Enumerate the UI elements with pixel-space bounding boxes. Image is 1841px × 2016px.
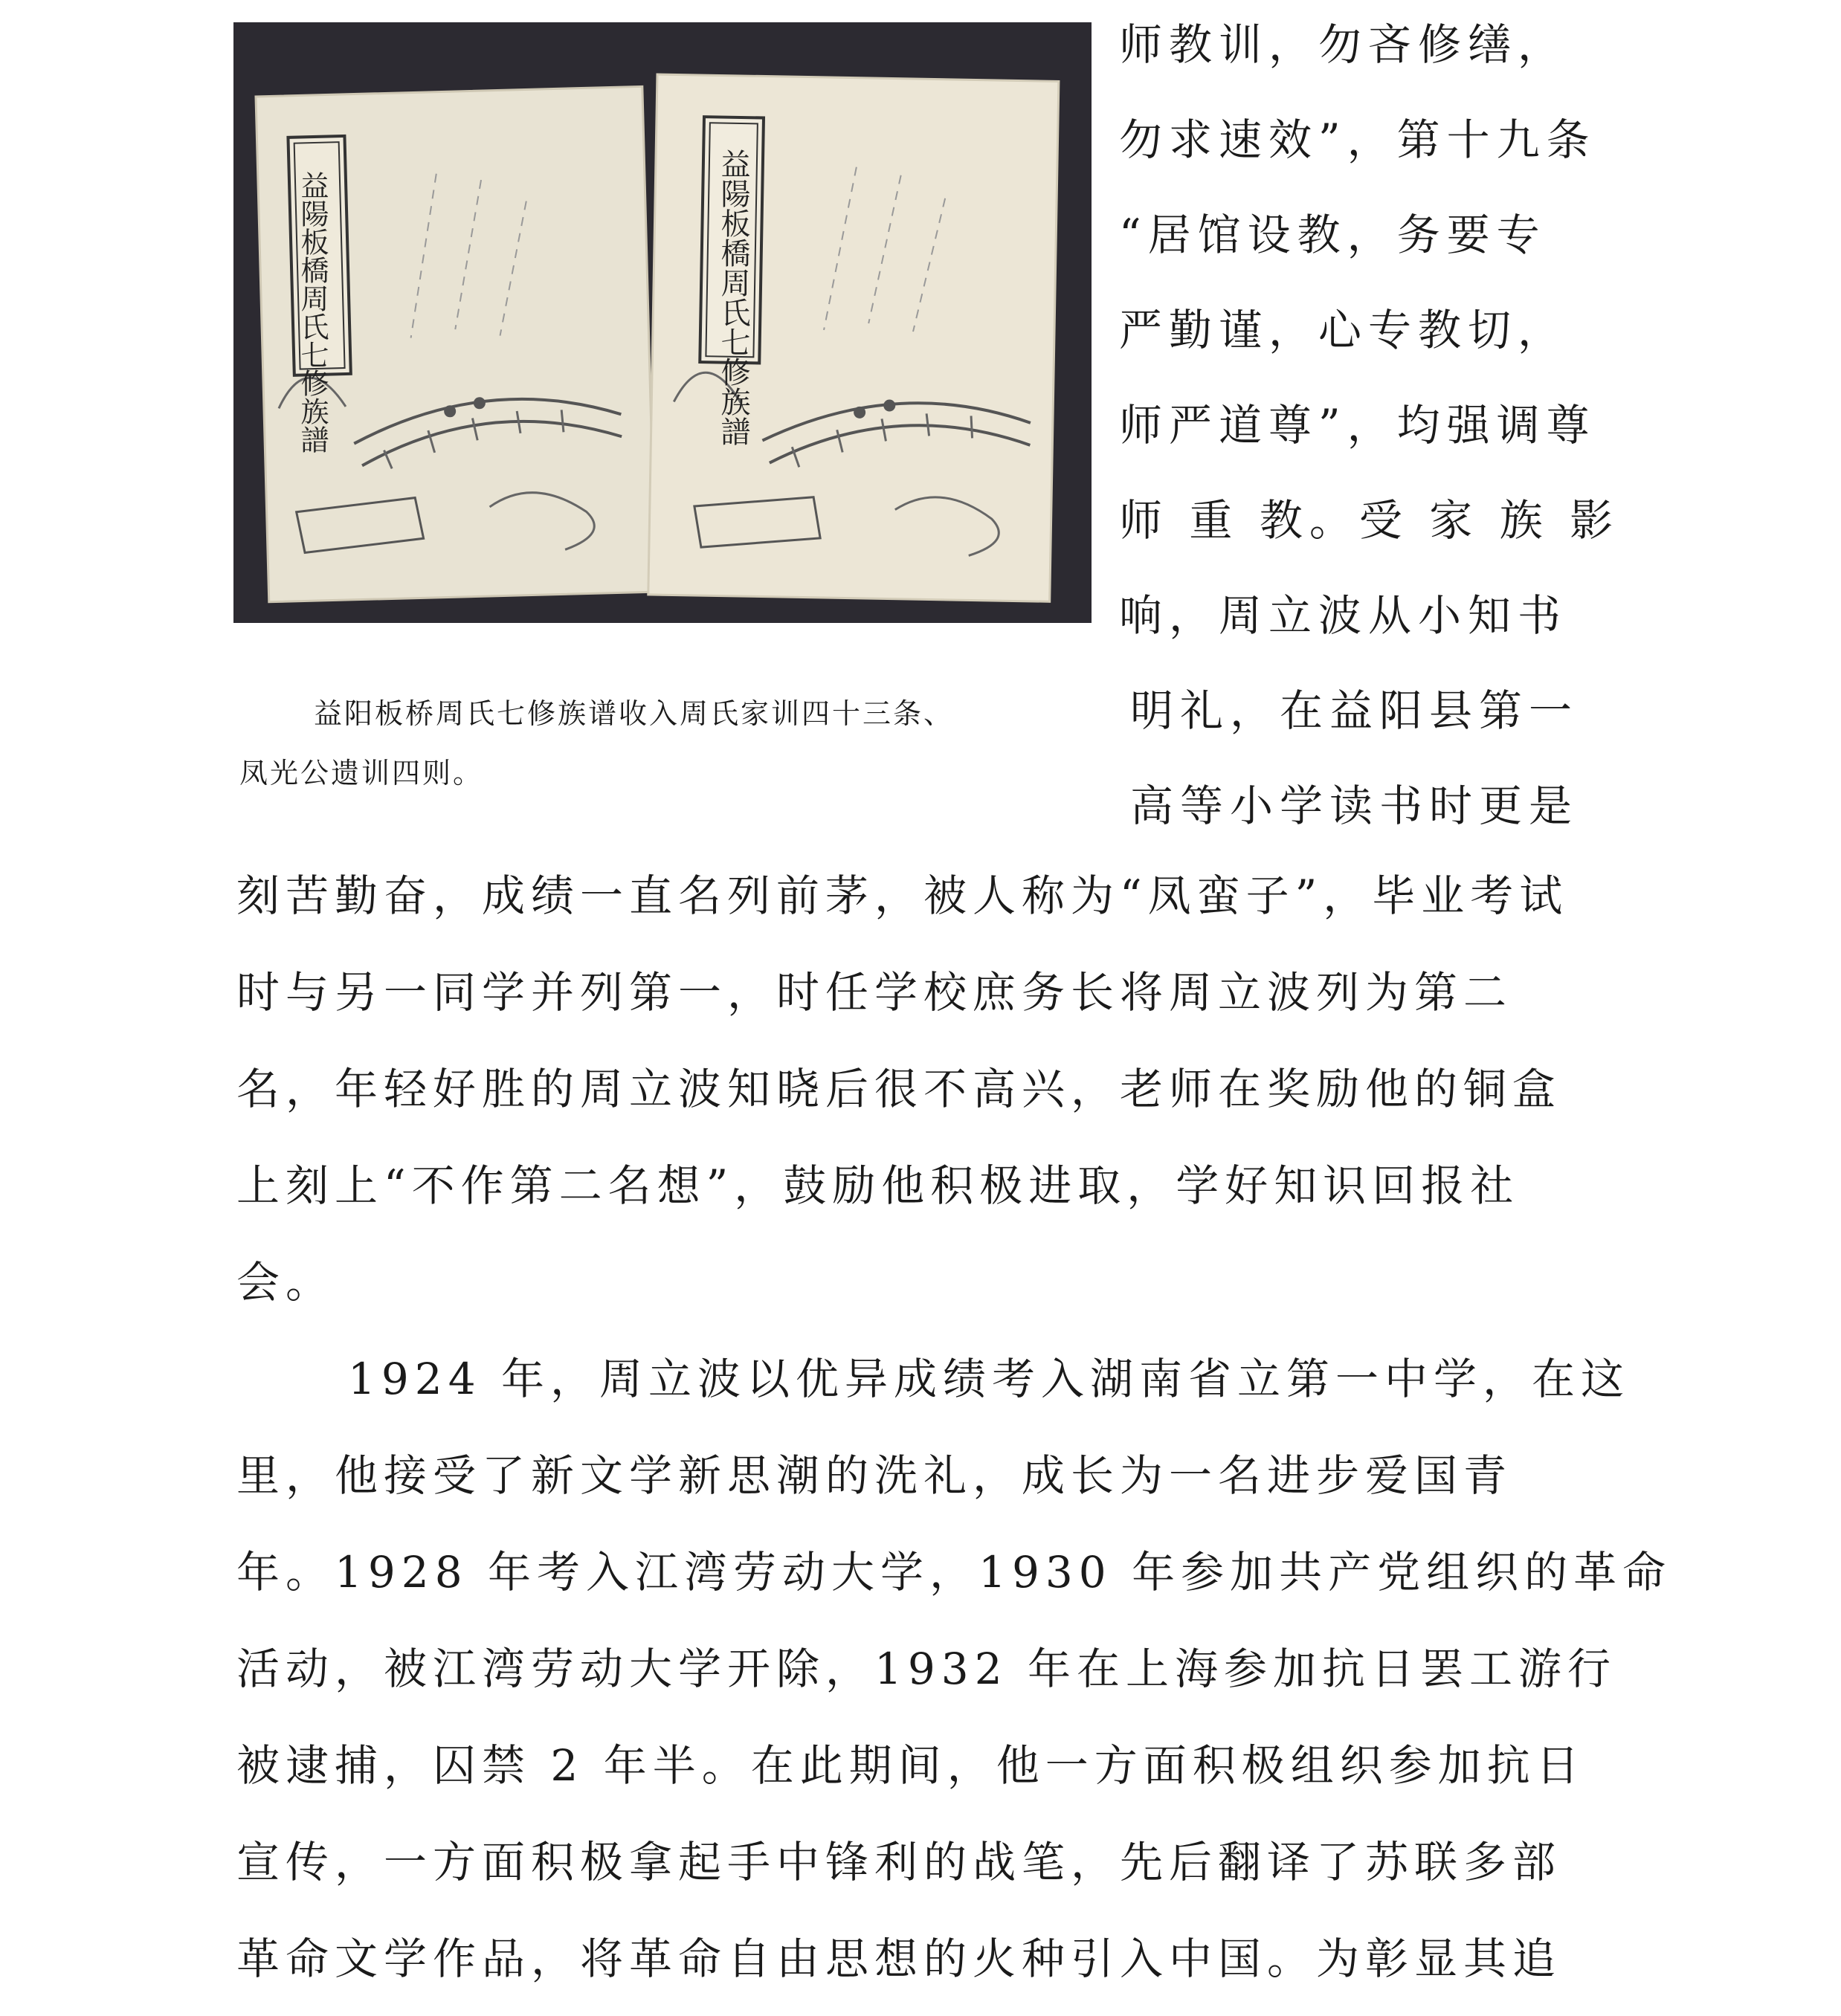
- side-text-line: 师教训，勿吝修缮，: [1119, 19, 1568, 70]
- body-text-line: 刻苦勤奋，成绩一直名列前茅，被人称为“凤蛮子”，毕业考试: [236, 870, 1569, 921]
- side-text-line: “居馆设教，务要专: [1119, 210, 1547, 260]
- side-text-line: 严勤谨，心专教切，: [1119, 305, 1568, 355]
- side-text-line: 勿求速效”，第十九条: [1119, 114, 1596, 165]
- genealogy-books-photo: [233, 22, 1092, 623]
- body-text-line: 活动，被江湾劳动大学开除，1932 年在上海参加抗日罢工游行: [236, 1644, 1617, 1694]
- side-text-line: 师 重 教。受 家 族 影: [1119, 495, 1620, 546]
- photo-caption-line: 凤光公遗训四则。: [239, 757, 484, 789]
- photo-caption-line: 益阳板桥周氏七修族谱收入周氏家训四十三条、: [314, 697, 955, 730]
- books-illustration: [233, 22, 1092, 623]
- book-title-right-text: 益陽板橋周氏七修族譜: [716, 149, 750, 446]
- body-text-line: 名，年轻好胜的周立波知晓后很不高兴，老师在奖励他的铜盒: [236, 1064, 1562, 1114]
- body-text-line: 上刻上“不作第二名想”，鼓励他积极进取，学好知识回报社: [236, 1160, 1520, 1211]
- side-text-line: 师严道尊”，均强调尊: [1119, 400, 1596, 450]
- body-text-line: 年。1928 年考入江湾劳动大学，1930 年参加共产党组织的革命: [236, 1547, 1672, 1597]
- body-text-line: 宣传，一方面积极拿起手中锋利的战笔，先后翻译了苏联多部: [236, 1837, 1562, 1887]
- side-text-line: 高等小学读书时更是: [1130, 781, 1579, 831]
- side-text-line: 明礼，在益阳县第一: [1130, 685, 1579, 736]
- body-text-line: 里，他接受了新文学新思潮的洗礼，成长为一名进步爱国青: [236, 1450, 1513, 1501]
- body-text-line: 革命文学作品，将革命自由思想的火种引入中国。为彰显其追: [236, 1933, 1562, 1984]
- body-text-line: 会。: [236, 1257, 335, 1308]
- book-title-left-text: 益陽板橋周氏七修族譜: [296, 171, 329, 453]
- body-text-line: 1924 年，周立波以优异成绩考入湖南省立第一中学，在这: [348, 1354, 1631, 1404]
- side-text-line: 响，周立波从小知书: [1119, 590, 1568, 641]
- body-text-line: 时与另一同学并列第一，时任学校庶务长将周立波列为第二: [236, 967, 1513, 1018]
- body-text-line: 被逮捕，囚禁 2 年半。在此期间，他一方面积极组织参加抗日: [236, 1740, 1585, 1791]
